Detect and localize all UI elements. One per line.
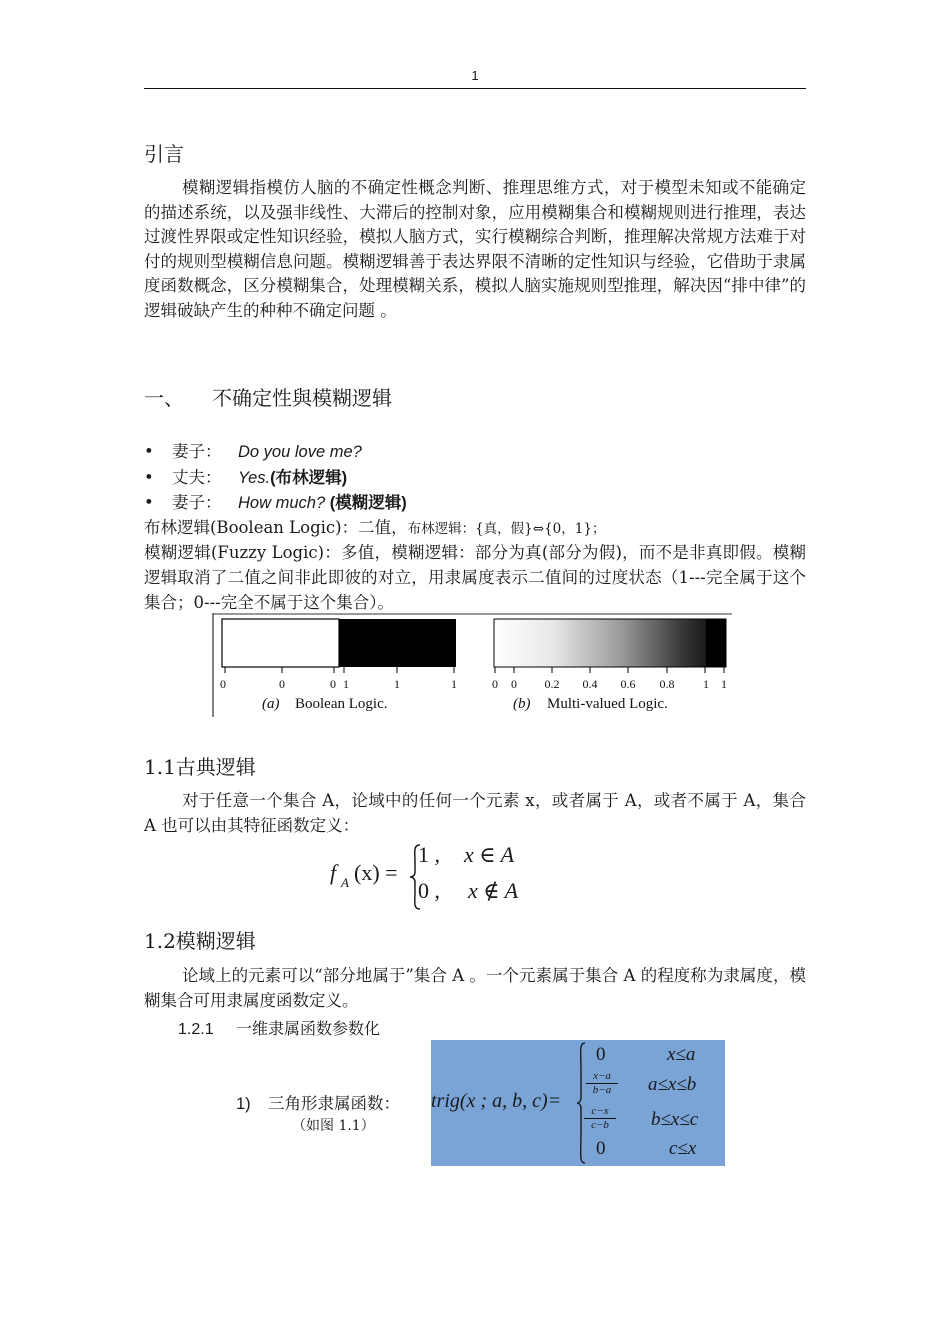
section1-1-heading: 1.1古典逻辑 — [144, 755, 256, 779]
boolean-tick: 1 — [451, 677, 457, 691]
subsection-number: 1.2.1 — [178, 1021, 214, 1038]
bullet: • — [144, 493, 154, 512]
boolean-caption: Boolean Logic. — [295, 696, 388, 712]
speaker: 妻子： — [172, 442, 222, 461]
dialog-note: (布林逻辑) — [270, 469, 348, 487]
trig-row3-denominator: c−b — [591, 1119, 609, 1131]
boolean-label: 布林逻辑(Boolean Logic)：二值， — [144, 518, 408, 537]
speaker: 丈夫： — [172, 468, 222, 487]
dialog-line — [144, 490, 407, 516]
trig-row2-condition: a≤x≤b — [648, 1074, 697, 1095]
bullet: • — [144, 468, 154, 487]
trig-row2-denominator: b−a — [592, 1084, 612, 1096]
trig-row3-condition: b≤x≤c — [651, 1109, 699, 1130]
multivalued-tick: 0 — [492, 677, 498, 691]
dialog-note: (模糊逻辑) — [329, 494, 407, 512]
trig-lhs: trig(x ; a, b, c)= — [431, 1090, 562, 1112]
subsection-title: 一维隶属函数参数化 — [236, 1019, 381, 1038]
item-number: 1) — [236, 1095, 251, 1113]
trig-row2-numerator: x−a — [586, 1070, 618, 1084]
trig-row4-value: 0 — [596, 1138, 606, 1159]
boolean-white-block — [222, 619, 339, 667]
trig-brace — [576, 1042, 586, 1164]
fuzzy-paragraph: 模糊逻辑(Fuzzy Logic)：多值，模糊逻辑：部分为真(部分为假)，而不是非真即假。模糊逻辑取消了二值之间非此即彼的对立，用隶属度表示二值间的过度状态（1---完全属于这个集合；0---完全不属于这个集合）。 — [144, 543, 806, 612]
multivalued-caption-letter: (b) — [513, 696, 531, 712]
intro-heading: 引言 — [144, 142, 184, 166]
multivalued-tick: 0.4 — [582, 677, 598, 691]
multivalued-tick: 0.8 — [659, 677, 675, 691]
trig-row3-numerator: c−x — [584, 1105, 616, 1119]
intro-paragraph: 模糊逻辑指模仿人脑的不确定性概念判断、推理思维方式，对于模型未知或不能确定的描述系统，以及强非线性、大滞后的控制对象，应用模糊集合和模糊规则进行推理，表达过渡性界限或定性知识经验，模拟人脑方式，实行模糊综合判断，推理解决常规方法难于对付的规则型模糊信息问题。模糊逻辑善于表达界限不清晰的定性知识与经验，它借助于隶属度函数概念，区分模糊集合，处理模糊关系，模拟人脑实施规则型推理，解决因“排中律”的逻辑破缺产生的种种不确定问题 。 — [144, 178, 806, 320]
multivalued-black-end — [706, 619, 726, 667]
dialog-text: Yes. — [238, 469, 271, 487]
logic-figure — [212, 613, 732, 717]
section1-2-heading: 1.2模糊逻辑 — [144, 929, 256, 953]
formula-case2-value: 0 , — [418, 878, 440, 903]
bullet: • — [144, 442, 154, 461]
boolean-tick: 0 — [220, 677, 226, 691]
section1-heading-text: 不确定性與模糊逻辑 — [212, 386, 392, 410]
boolean-tick: 0 — [279, 677, 285, 691]
page-number: 1 — [471, 68, 479, 83]
formula-lhs-arg: (x) = — [354, 860, 398, 885]
formula-case1-condition: x ∈ A — [464, 842, 515, 867]
header-rule — [144, 88, 806, 89]
formula-lhs: f — [330, 860, 337, 885]
multivalued-tick: 0.6 — [620, 677, 636, 691]
dialog-line — [144, 465, 347, 491]
multivalued-tick: 1 — [721, 677, 727, 691]
boolean-tick: 1 — [394, 677, 400, 691]
boolean-tick: 0 — [330, 677, 336, 691]
multivalued-caption: Multi-valued Logic. — [547, 696, 668, 712]
multivalued-tick: 1 — [703, 677, 709, 691]
formula-case2-condition: x ∉ A — [468, 878, 519, 903]
item-label — [236, 1090, 400, 1114]
trig-row4-condition: c≤x — [669, 1138, 697, 1159]
section1-heading — [144, 382, 392, 411]
multivalued-tick: 0.2 — [544, 677, 560, 691]
section1-2-paragraph: 论域上的元素可以“部分地属于”集合 A 。一个元素属于集合 A 的程度称为隶属度，模糊集合可用隶属度函数定义。 — [144, 966, 806, 1010]
trig-row1-value: 0 — [596, 1044, 606, 1065]
formula-lhs-sub: A — [341, 875, 349, 890]
boolean-definition — [144, 516, 605, 541]
characteristic-function — [330, 842, 550, 912]
item-text: 三角形隶属函数： — [268, 1094, 400, 1113]
dialog-text: Do you love me? — [238, 443, 362, 461]
boolean-black-block — [339, 619, 456, 667]
boolean-caption-letter: (a) — [262, 696, 280, 712]
dialog-line — [144, 439, 362, 465]
section1-heading-number: 一、 — [144, 386, 184, 410]
subsection-heading — [178, 1016, 380, 1039]
trig-row3-fraction — [584, 1105, 616, 1132]
trig-formula-box — [431, 1040, 725, 1166]
formula-case1-value: 1 , — [418, 842, 440, 867]
trig-row2-fraction — [586, 1070, 618, 1097]
trig-row1-condition: x≤a — [667, 1044, 696, 1065]
speaker: 妻子： — [172, 493, 222, 512]
item-figure-ref: （如图 1.1） — [292, 1118, 375, 1134]
multivalued-tick: 0 — [511, 677, 517, 691]
logic-figure-svg — [212, 613, 732, 717]
boolean-tick: 1 — [343, 677, 349, 691]
dialog-text: How much? — [238, 494, 330, 512]
section1-1-paragraph: 对于任意一个集合 A，论域中的任何一个元素 x，或者属于 A，或者不属于 A，集合 A 也可以由其特征函数定义： — [144, 791, 806, 835]
multivalued-gradient — [494, 619, 726, 667]
boolean-small: 布林逻辑：{真，假}⇔{0，1}； — [407, 521, 606, 537]
